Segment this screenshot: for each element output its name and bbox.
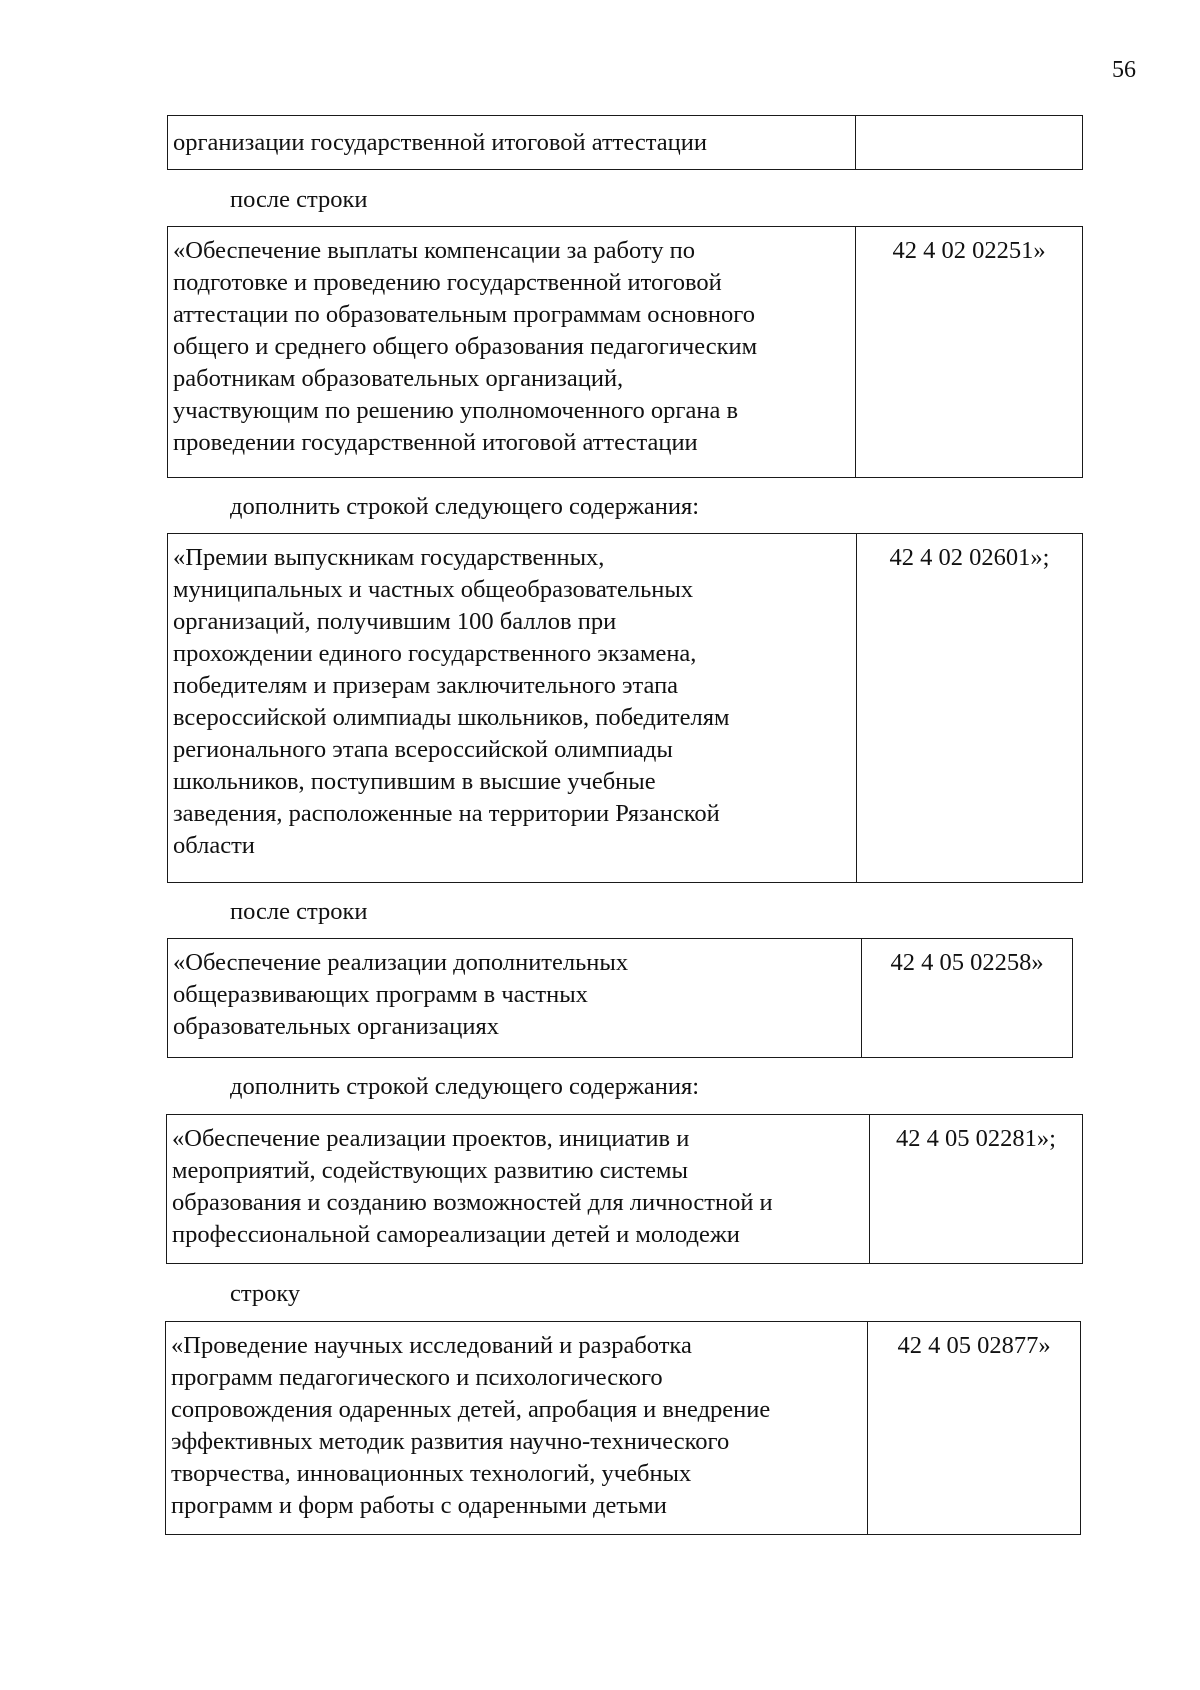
row-description: «Проведение научных исследований и разработка программ педагогического и психологического сопровождения одаренных детей, апробация и внедрение эффективных методик развития научно-технического творчества, инновационных технологий, учебных программ и форм работы с одаренными детьми	[166, 1322, 868, 1534]
table-row	[165, 1321, 1081, 1535]
table-row	[167, 115, 1083, 170]
row-description: «Премии выпускникам государственных, муниципальных и частных общеобразовательных организаций, получившим 100 баллов при прохождении единого государственного экзамена, победителям и призерам заключительного этапа всероссийской олимпиады школьников, победителям регионального этапа всероссийской олимпиады школьников, поступившим в высшие учебные заведения, расположенные на территории Рязанской области	[168, 534, 857, 882]
connector-text: дополнить строкой следующего содержания:	[230, 1073, 700, 1100]
page-number: 56	[1112, 57, 1136, 83]
row-code: 42 4 02 02601»;	[889, 544, 1050, 571]
row-description: «Обеспечение выплаты компенсации за работу по подготовке и проведению государственной итоговой аттестации по образовательным программам основного общего и среднего общего образования педагогическим работникам образовательных организаций, участвующим по решению уполномоченного органа в проведении государственной итоговой аттестации	[168, 227, 856, 477]
row-code	[856, 116, 1082, 169]
connector-text: после строки	[230, 898, 368, 925]
row-code: 42 4 02 02251»	[892, 237, 1046, 264]
row-code: 42 4 05 02281»;	[896, 1125, 1056, 1152]
row-code: 42 4 05 02877»	[897, 1332, 1051, 1359]
connector-text: строку	[230, 1280, 301, 1307]
table-row	[167, 226, 1083, 478]
connector-text: дополнить строкой следующего содержания:	[230, 493, 700, 520]
row-code: 42 4 05 02258»	[890, 949, 1044, 976]
row-description: «Обеспечение реализации дополнительных общеразвивающих программ в частных образовательных организациях	[168, 939, 862, 1057]
table-row	[167, 938, 1073, 1058]
row-description: организации государственной итоговой аттестации	[168, 116, 856, 169]
row-description: «Обеспечение реализации проектов, инициатив и мероприятий, содействующих развитию системы образования и созданию возможностей для личностной и профессиональной самореализации детей и молодежи	[167, 1115, 870, 1263]
table-row	[166, 1114, 1083, 1264]
table-row	[167, 533, 1083, 883]
connector-text: после строки	[230, 186, 368, 213]
